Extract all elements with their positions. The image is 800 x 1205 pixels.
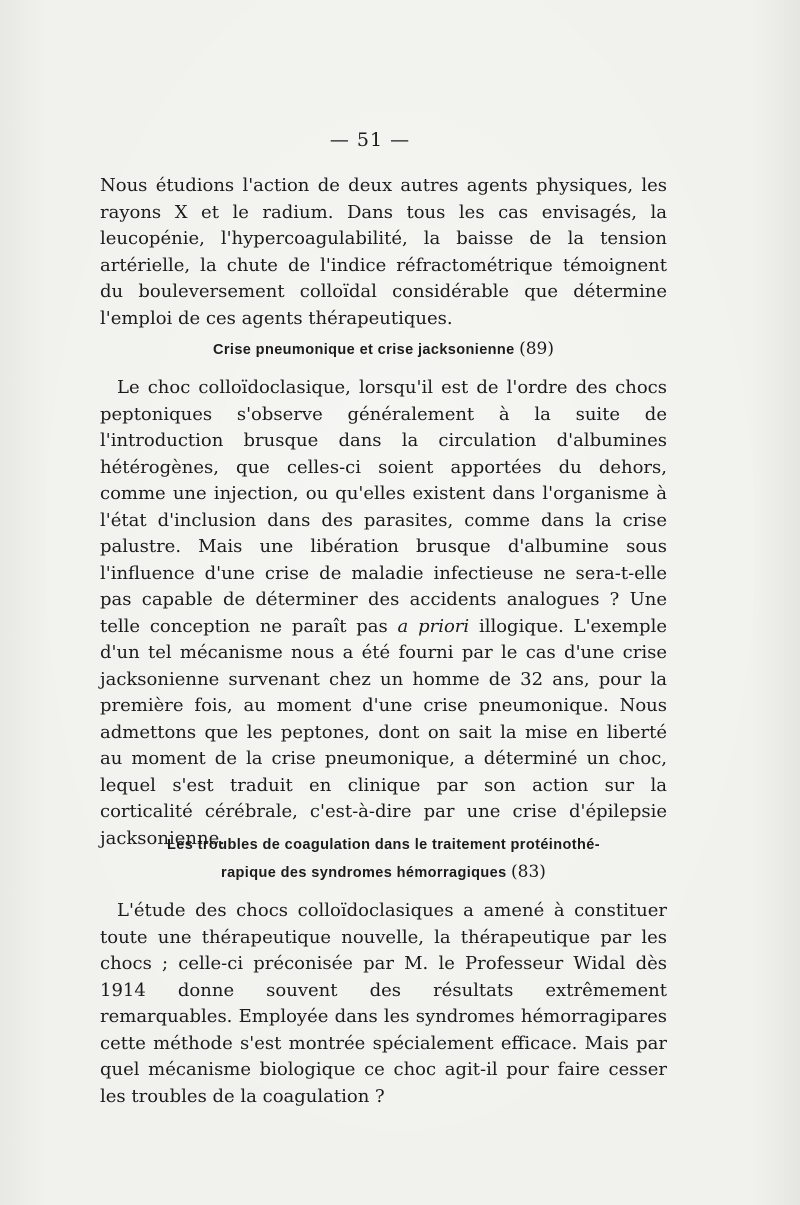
intro-paragraph-block	[100, 173, 667, 332]
intro-paragraph: Nous étudions l'action de deux autres agents physiques, les rayons X et le radium. Dans tous les cas envisagés, la leucopénie, l'hypercoagulabilité, la baisse de la tension artérielle, la chute de l'indice réfractométrique témoignent du bouleversement colloïdal considérable que détermine l'emploi de ces agents thérapeutiques.	[100, 175, 667, 329]
section-2-paragraph: L'étude des chocs colloïdoclasiques a amené à constituer toute une thérapeutique nouvelle, la thérapeutique par les chocs ; celle-ci préconisée par M. le Professeur Widal dès 1914 donne souvent des résultats extrêmement remarquables. Employée dans les syndromes hémorragipares cette méthode s'est montrée spécialement efficace. Mais par quel mécanisme biologique ce choc agit-il pour faire cesser les troubles de la coagulation ?	[100, 900, 667, 1107]
section-1-ref: (89)	[519, 339, 554, 359]
section-2-ref: (83)	[511, 862, 546, 882]
italic-phrase-a-priori: a priori	[397, 615, 470, 637]
section-1-paragraph-part-2: illogique. L'exemple d'un tel mécanisme nous a été fourni par le cas d'une crise jacksonienne survenant chez un homme de 32 ans, pour la première fois, au moment d'une crise pneumonique. Nous admettons que les peptones, dont on sait la mise en liberté au moment de la crise pneumonique, a déterminé un choc, lequel s'est traduit en clinique par son action sur la corticalité cérébrale, c'est-à-dire par une crise d'épilepsie jacksonienne.	[100, 615, 667, 849]
section-1-paragraph	[100, 375, 667, 852]
section-1-body-block	[100, 375, 667, 852]
section-2-heading-block	[100, 832, 667, 887]
page-number: — 51 —	[329, 129, 411, 151]
section-1-paragraph-part-1: Le choc colloïdoclasique, lorsqu'il est de l'ordre des chocs peptoniques s'observe généralement à la suite de l'introduction brusque dans la circulation d'albumines hétérogènes, que celles-ci soient apportées du dehors, comme une injection, ou qu'elles existent dans l'organisme à l'état d'inclusion dans des parasites, comme dans la crise palustre. Mais une libération brusque d'albumine sous l'influence d'une crise de maladie infectieuse ne sera-t-elle pas capable de déterminer des accidents analogues ? Une telle conception ne paraît pas	[100, 377, 667, 637]
section-1-heading-block	[100, 336, 667, 363]
section-1-title: Crise pneumonique et crise jacksonienne	[212, 342, 515, 358]
section-2-heading	[100, 832, 667, 887]
section-2-title-line-1: Les troubles de coagulation dans le traitement protéinothé-	[167, 837, 600, 853]
section-2-title-line-2: rapique des syndromes hémorragiques	[221, 865, 507, 881]
section-2-body-block	[100, 898, 667, 1110]
section-1-heading	[100, 336, 667, 363]
